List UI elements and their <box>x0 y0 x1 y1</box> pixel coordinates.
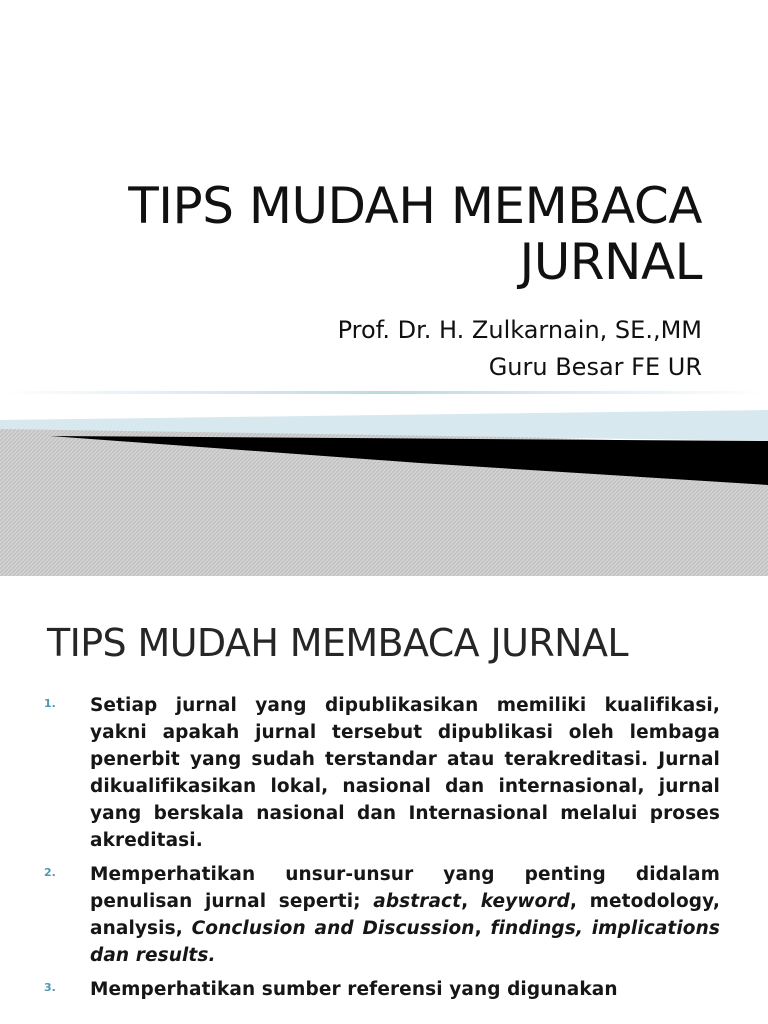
content-title: TIPS MUDAH MEMBACA JURNAL <box>47 621 628 665</box>
list-number: 1. <box>44 697 56 710</box>
tips-list <box>44 692 720 1010</box>
content-slide <box>0 576 768 1024</box>
author-name: Prof. Dr. H. Zulkarnain, SE.,MM <box>337 316 702 344</box>
list-item <box>44 692 720 854</box>
list-number: 3. <box>44 981 56 994</box>
slide-subtitle <box>338 312 702 386</box>
list-item <box>44 976 720 1003</box>
list-text: Memperhatikan unsur-unsur yang penting didalam penulisan jurnal seperti; abstract, keyword, metodology, analysis, Conclusion and Discussion, findings, implications dan results. <box>90 864 720 966</box>
list-number: 2. <box>44 866 56 879</box>
author-position: Guru Besar FE UR <box>488 353 702 381</box>
list-item <box>44 861 720 969</box>
list-text: Memperhatikan sumber referensi yang digunakan <box>90 979 618 1000</box>
decorative-band <box>0 385 768 576</box>
slide-title: TIPS MUDAH MEMBACA JURNAL <box>128 177 702 291</box>
list-text: Setiap jurnal yang dipublikasikan memiliki kualifikasi, yakni apakah jurnal tersebut dipublikasi oleh lembaga penerbit yang sudah terstandar atau terakreditasi. Jurnal dikualifikasikan lokal, nasional dan internasional, jurnal yang berskala nasional dan Internasional melalui proses akreditasi. <box>90 695 720 851</box>
